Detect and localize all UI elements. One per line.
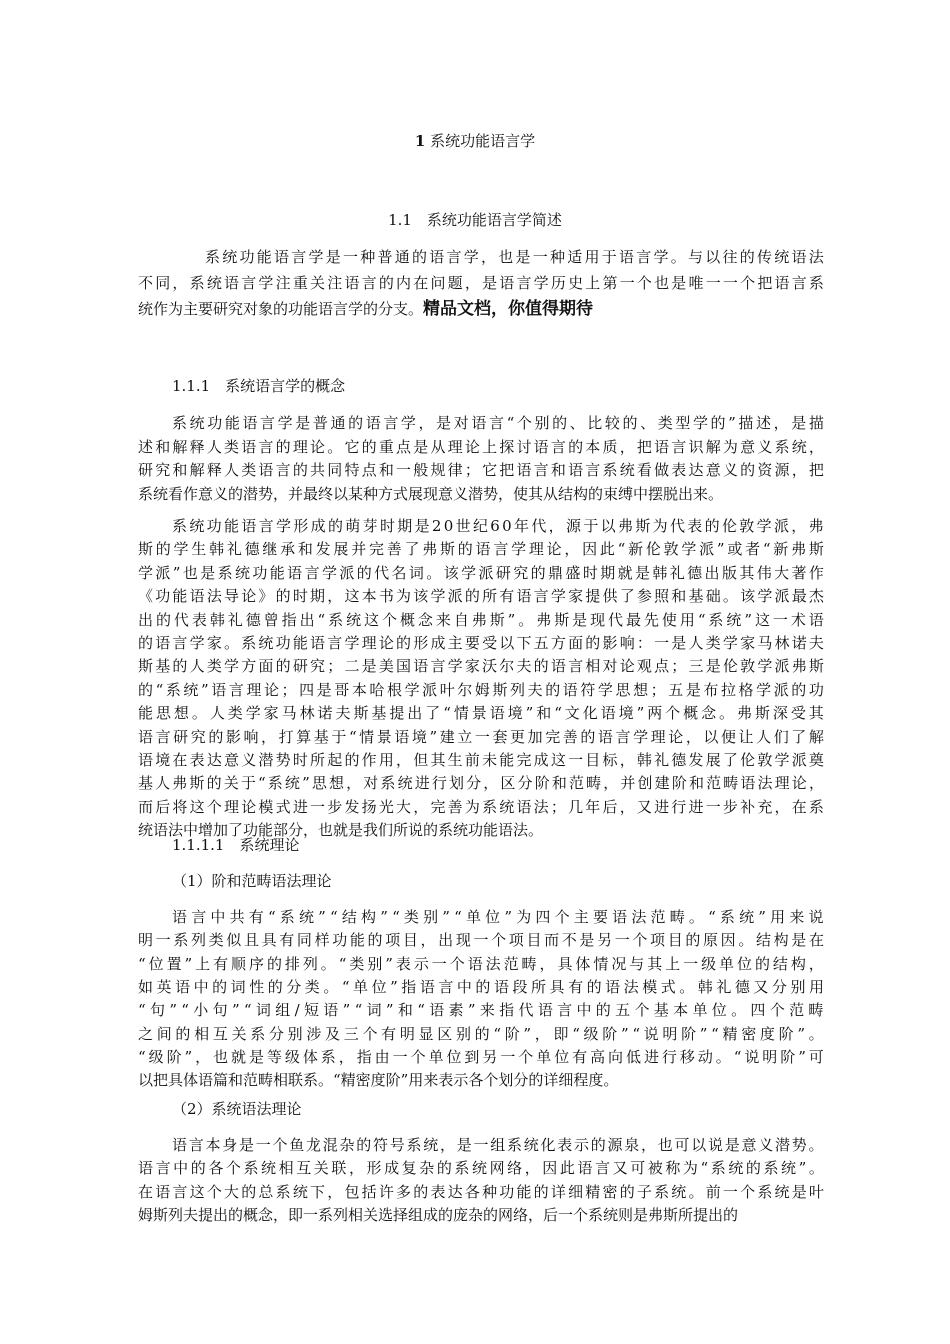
paragraph-line: 系 统 功 能 语 言 学 是 一 种 普 通 的 语 言 学 ， 也 是 一 种 适 用 于 语 言 学 。 与 以 往 的 传 统 语 法 (205, 248, 824, 266)
paragraph-line: “ 级 阶 ” ， 也 就 是 等 级 体 系 ， 指 由 一 个 单 位 到 另 一 个 单 位 有 高 向 低 进 行 移 动 。 “ 说 明 阶 ” 可 (138, 1047, 824, 1066)
paragraph-line: 学 派 ” 也 是 系 统 功 能 语 言 学 派 的 代 名 词 。 该 学 派 研 究 的 鼎 盛 时 期 就 是 韩 礼 德 出 版 其 伟 大 著 作 (138, 563, 824, 582)
paragraph-line: 系 统 功 能 语 言 学 是 普 通 的 语 言 学 ， 是 对 语 言 “ 个 别 的 、 比 较 的 、 类 型 学 的 ” 描 述 ， 是 描 (172, 414, 824, 432)
paragraph-line: 在 语 言 这 个 大 的 总 系 统 下 ， 包 括 许 多 的 表 达 各 种 功 能 的 详 细 精 密 的 子 系 统 。 前 一 个 系 统 是 叶 (138, 1182, 824, 1201)
section-heading-1-1: 1.1 系统功能语言学简述 (388, 211, 562, 229)
paragraph-line: 统语法中增加了功能部分，也就是我们所说的系统功能语法。 (138, 821, 544, 840)
paragraph-line: 系 统 功 能 语 言 学 形 成 的 萌 芽 时 期 是 2 0 世 纪 6 0 年 代 ， 源 于 以 弗 斯 为 代 表 的 伦 敦 学 派 ， 弗 (172, 517, 824, 535)
subheading-2: （2）系统语法理论 (172, 1100, 302, 1118)
paragraph-line: 斯 的 学 生 韩 礼 德 继 承 和 发 展 并 完 善 了 弗 斯 的 语 言 学 理 论 ， 因 此 “ 新 伦 敦 学 派 ” 或 者 “ 新 弗 斯 (138, 540, 824, 559)
paragraph-line: 明 一 系 列 类 似 且 具 有 同 样 功 能 的 项 目 ， 出 现 一 个 项 目 而 不 是 另 一 个 项 目 的 原 因 。 结 构 是 在 (138, 931, 824, 950)
paragraph-line: 语 言 研 究 的 影 响 ， 打 算 基 于 “ 情 景 语 境 ” 建 立 一 套 更 加 完 善 的 语 言 学 理 论 ， 以 便 让 人 们 了 解 (138, 727, 824, 746)
paragraph-line: 出 的 代 表 韩 礼 德 曾 指 出 “ 系 统 这 个 概 念 来 自 弗 斯 ” 。 弗 斯 是 现 代 最 先 使 用 “ 系 统 ” 这 一 术 语 (138, 610, 824, 629)
chapter-number: 1 (414, 132, 426, 150)
paragraph-line: 之 间 的 相 互 关 系 分 别 涉 及 三 个 有 明 显 区 别 的 “ 阶 ” ， 即 “ 级 阶 ” “ 说 明 阶 ” “ 精 密 度 阶 ” 。 (138, 1024, 824, 1043)
chapter-title-text: 系统功能语言学 (430, 132, 536, 150)
paragraph-line-with-ad (138, 298, 593, 320)
paragraph-line: “ 位 置 ” 上 有 顺 序 的 排 列 。 “ 类 别 ” 表 示 一 个 语 法 范 畴 ， 具 体 情 况 与 其 上 一 级 单 位 的 结 构 ， (138, 954, 824, 973)
section-heading-1-1-1: 1.1.1 系统语言学的概念 (172, 377, 346, 395)
paragraph-line: 系统看作意义的潜势，并最终以某种方式展现意义潜势，使其从结构的束缚中摆脱出来。 (138, 485, 724, 504)
paragraph-line: 述 和 解 释 人 类 语 言 的 理 论 。 它 的 重 点 是 从 理 论 上 探 讨 语 言 的 本 质 ， 把 语 言 识 解 为 意 义 系 统 ， (138, 437, 824, 456)
paragraph-line: 姆斯列夫提出的概念，即一系列相关选择组成的庞杂的网络，后一个系统则是弗斯所提出的 (138, 1205, 739, 1224)
paragraph-line: 研 究 和 解 释 人 类 语 言 的 共 同 特 点 和 一 般 规 律 ； 它 把 语 言 和 语 言 系 统 看 做 表 达 意 义 的 资 源 ， 把 (138, 461, 824, 480)
paragraph-line-text: 统作为主要研究对象的功能语言学的分支。 (138, 300, 424, 318)
paragraph-line: 而 后 将 这 个 理 论 模 式 进 一 步 发 扬 光 大 ， 完 善 为 系 统 语 法 ； 几 年 后 ， 又 进 行 进 一 步 补 充 ， 在 系 (138, 797, 824, 816)
paragraph-line: “ 句 ” “ 小 句 ” “ 词 组 / 短 语 ” “ 词 ” 和 “ 语 素 ” 来 指 代 语 言 中 的 五 个 基 本 单 位 。 四 个 范 畴 (138, 1001, 824, 1020)
paragraph-line: 的 语 言 学 家 。 系 统 功 能 语 言 学 理 论 的 形 成 主 要 受 以 下 五 方 面 的 影 响 ： 一 是 人 类 学 家 马 林 诺 夫 (138, 634, 824, 652)
paragraph-line: 斯 基 的 人 类 学 方 面 的 研 究 ； 二 是 美 国 语 言 学 家 沃 尔 夫 的 语 言 相 对 论 观 点 ； 三 是 伦 敦 学 派 弗 斯 (138, 657, 824, 676)
paragraph-line: 如 英 语 中 的 词 性 的 分 类 。 “ 单 位 ” 指 语 言 中 的 语 段 所 具 有 的 语 法 模 式 。 韩 礼 德 又 分 别 用 (138, 977, 824, 996)
paragraph-line: 基 人 弗 斯 的 关 于 “ 系 统 ” 思 想 ， 对 系 统 进 行 划 分 ， 区 分 阶 和 范 畴 ， 并 创 建 阶 和 范 畴 语 法 理 论 ， (138, 774, 824, 793)
section-heading-1-1-1-1: 1.1.1.1 系统理论 (172, 836, 300, 854)
paragraph-line: 语 言 本 身 是 一 个 鱼 龙 混 杂 的 符 号 系 统 ， 是 一 组 系 统 化 表 示 的 源 泉 ， 也 可 以 说 是 意 义 潜 势 。 (172, 1136, 824, 1154)
subheading-1: （1）阶和范畴语法理论 (172, 872, 332, 890)
paragraph-line: 的 “ 系 统 ” 语 言 理 论 ； 四 是 哥 本 哈 根 学 派 叶 尔 姆 斯 列 夫 的 语 符 学 思 想 ； 五 是 布 拉 格 学 派 的 功 (138, 680, 824, 699)
paragraph-line: 不 同 ， 系 统 语 言 学 注 重 关 注 语 言 的 内 在 问 题 ， 是 语 言 学 历 史 上 第 一 个 也 是 唯 一 一 个 把 语 言 系 (138, 274, 824, 292)
promo-text: 精品文档，你值得期待 (423, 299, 594, 319)
paragraph-line: 以把具体语篇和范畴相联系。“精密度阶”用来表示各个划分的详细程度。 (138, 1071, 619, 1090)
paragraph-line: 语 境 在 表 达 意 义 潜 势 时 所 起 的 作 用 ， 但 其 生 前 未 能 完 成 这 一 目 标 ， 韩 礼 德 发 展 了 伦 敦 学 派 奠 (138, 751, 824, 769)
paragraph-line: 能 思 想 。 人 类 学 家 马 林 诺 夫 斯 基 提 出 了 “ 情 景 语 境 ” 和 “ 文 化 语 境 ” 两 个 概 念 。 弗 斯 深 受 其 (138, 704, 824, 723)
chapter-title (0, 130, 950, 152)
paragraph-line: 《 功 能 语 法 导 论 》 的 时 期 ， 这 本 书 为 该 学 派 的 所 有 语 言 学 家 提 供 了 参 照 和 基 础 。 该 学 派 最 杰 (138, 587, 824, 606)
paragraph-line: 语 言 中 共 有 “ 系 统 ” “ 结 构 ” “ 类 别 ” “ 单 位 ” 为 四 个 主 要 语 法 范 畴 。 “ 系 统 ” 用 来 说 (172, 908, 824, 926)
paragraph-line: 语 言 中 的 各 个 系 统 相 互 关 联 ， 形 成 复 杂 的 系 统 网 络 ， 因 此 语 言 又 可 被 称 为 “ 系 统 的 系 统 ” 。 (138, 1159, 824, 1178)
